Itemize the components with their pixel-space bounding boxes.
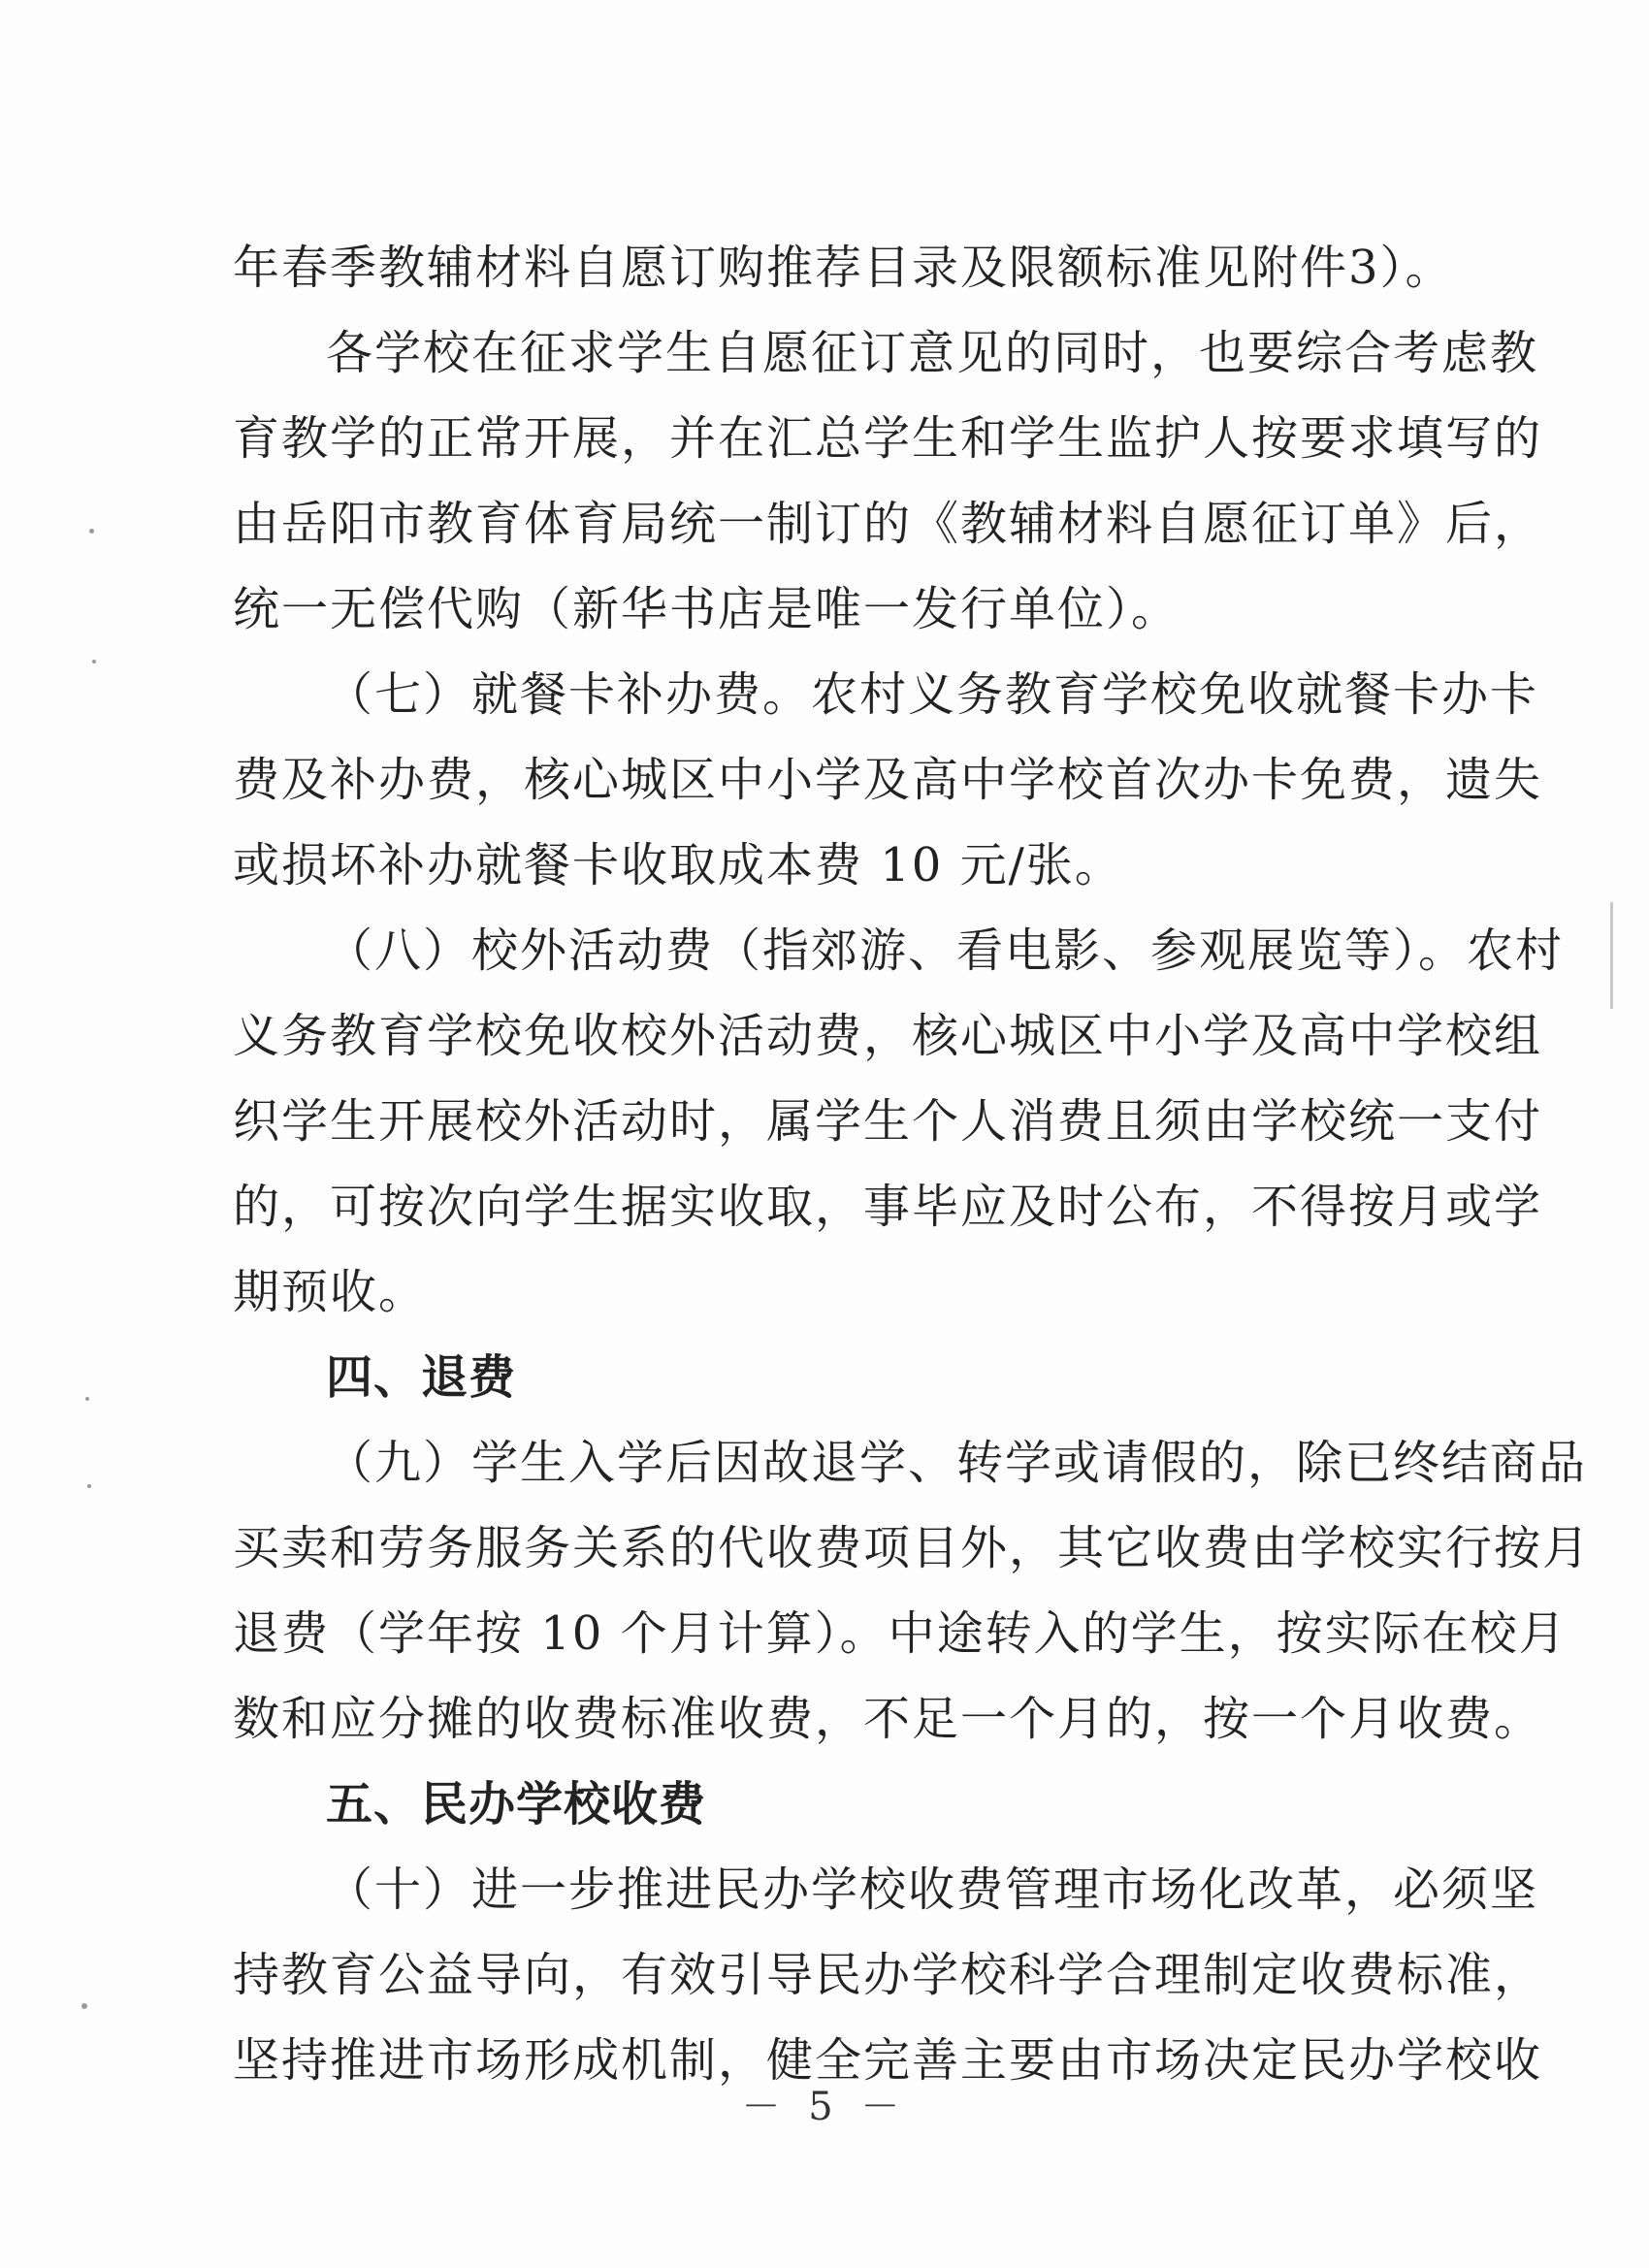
page-number: － 5 －: [741, 2085, 908, 2129]
scan-speck: [92, 660, 96, 664]
text-line: 期预收。: [233, 1265, 428, 1319]
text-line: 育教学的正常开展，并在汇总学生和学生监护人按要求填写的: [233, 411, 1543, 466]
text-line: 各学校在征求学生自愿征订意见的同时，也要综合考虑教: [326, 326, 1539, 380]
text-line: 年春季教辅材料自愿订购推荐目录及限额标准见附件3）。: [233, 241, 1454, 295]
text-line: 退费（学年按 10 个月计算）。中途转入的学生，按实际在校月: [233, 1606, 1568, 1661]
text-line: 统一无偿代购（新华书店是唯一发行单位）。: [233, 582, 1180, 636]
text-line: 或损坏补办就餐卡收取成本费 10 元/张。: [233, 838, 1123, 892]
text-line: 坚持推进市场形成机制，健全完善主要由市场决定民办学校收: [233, 2033, 1543, 2088]
text-line: （九）学生入学后因故退学、转学或请假的，除已终结商品: [326, 1436, 1588, 1490]
text-line: 由岳阳市教育体育局统一制订的《教辅材料自愿征订单》后，: [233, 497, 1543, 551]
text-line: 义务教育学校免收校外活动费，核心城区中小学及高中学校组: [233, 1009, 1543, 1063]
scan-speck: [87, 1484, 91, 1488]
text-line: （八）校外活动费（指郊游、看电影、参观展览等）。农村: [326, 923, 1565, 978]
section-heading: 五、民办学校收费: [326, 1777, 707, 1831]
text-line: 织学生开展校外活动时，属学生个人消费且须由学校统一支付: [233, 1094, 1543, 1149]
scan-speck: [85, 1397, 89, 1401]
document-body: [233, 225, 1592, 2103]
text-line: （七）就餐卡补办费。农村义务教育学校免收就餐卡办卡: [326, 667, 1539, 722]
scan-speck: [89, 529, 94, 534]
text-line: （十）进一步推进民办学校收费管理市场化改革，必须坚: [326, 1863, 1539, 1917]
text-line: 持教育公益导向，有效引导民办学校科学合理制定收费标准，: [233, 1948, 1543, 2002]
scan-edge-mark: [1610, 902, 1613, 1009]
text-line: 数和应分摊的收费标准收费，不足一个月的，按一个月收费。: [233, 1692, 1543, 1746]
section-heading: 四、退费: [326, 1350, 517, 1405]
text-line: 费及补办费，核心城区中小学及高中学校首次办卡免费，遗失: [233, 753, 1543, 807]
text-line: 的，可按次向学生据实收取，事毕应及时公布，不得按月或学: [233, 1180, 1543, 1234]
text-line: 买卖和劳务服务关系的代收费项目外，其它收费由学校实行按月: [233, 1521, 1592, 1575]
scan-speck: [81, 2003, 87, 2009]
